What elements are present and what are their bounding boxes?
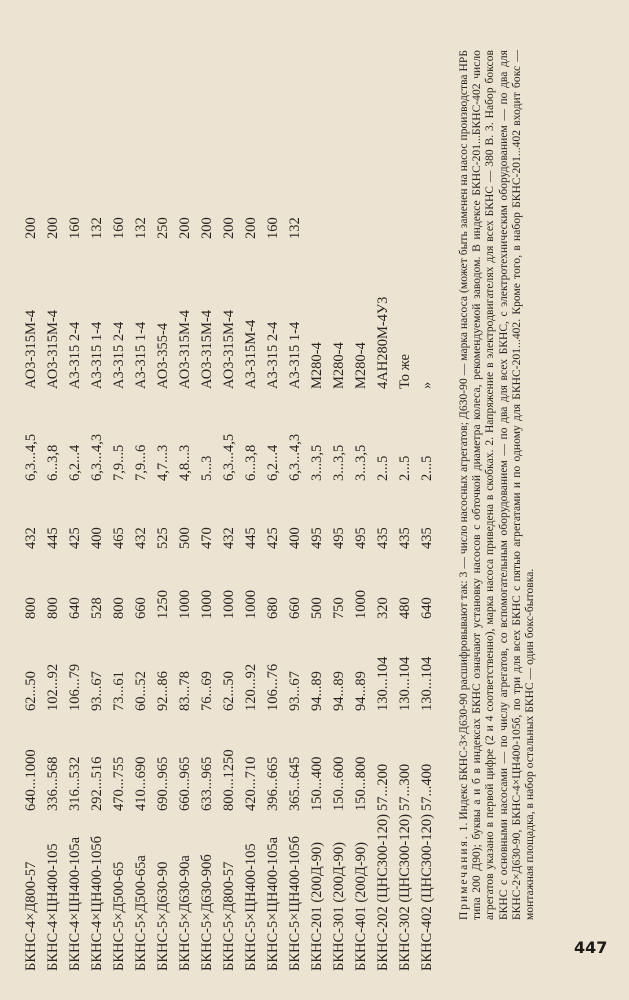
table-cell: 150...400 xyxy=(308,756,325,811)
table-cell: 132 xyxy=(132,217,149,239)
table-cell xyxy=(350,191,372,239)
table-row xyxy=(152,191,174,975)
table-cell: 4АН280М-4У3 xyxy=(374,296,391,389)
table-cell: 3...3,5 xyxy=(352,444,369,481)
table-row xyxy=(174,191,196,975)
table-cell: 73...61 xyxy=(110,671,127,711)
table-cell: 7,9...5 xyxy=(110,444,127,481)
table-cell: 6,3...4,5 xyxy=(220,433,237,481)
table-cell: 410...690 xyxy=(132,756,149,811)
table-notes xyxy=(458,50,537,920)
table-cell: 400 xyxy=(286,527,303,549)
table-cell: 425 xyxy=(264,527,281,549)
table-cell: АО3-315М-4 xyxy=(22,309,39,389)
table-cell: 132 xyxy=(88,217,105,239)
table-cell: 106...79 xyxy=(66,663,83,711)
table-cell: 1000 xyxy=(242,590,259,619)
table-cell: БКНС-4×ЦН400-105б xyxy=(88,835,105,971)
table-cell xyxy=(328,191,350,239)
table-cell: БКНС-5×Д500-65а xyxy=(132,855,149,971)
table-cell: 60...52 xyxy=(132,671,149,711)
table-cell: 640 xyxy=(66,597,83,619)
table-cell: 480 xyxy=(396,597,413,619)
table-cell: 420...710 xyxy=(242,756,259,811)
table-cell: 6,3...4,5 xyxy=(22,433,39,481)
table-cell: 120...92 xyxy=(242,663,259,711)
table-cell: 130...104 xyxy=(374,656,391,711)
table-cell: 4,8...3 xyxy=(176,444,193,481)
table-cell: 200 xyxy=(176,217,193,239)
notes-text: 1. Индекс БКНС-3×Д630-90 расшифровывают так: 3 — число насосных агрегатов; Д630-90 — марка насоса (может быть заменен на насос производства НРБ типа 200 Д90); буквы а и б в индексах БКНС означают установку насосов с обточкой диаметра колеса, рекомендуемой заводом. В индексе БКНС-201...БКНС-402 число агрегатов указано в первой цифре (2 и 4 соответственно), марка насоса приведена в скобках. 2. Напряжение в электродвигателях для всех БКНС — 380 В. 3. Набор боксов БКНС с основными насосами — по числу агрегатов, со вспомогательным оборудованием — по два для всех БКНС, с электротехническим оборудованием — по два для БКНС-2×Д630-90, БКНС-4×ЦН400-105б, по три для всех БКНС с пятью агрегатами и по одному для БКНС-201...402. Кроме того, в набор БКНС-201...402 входит бокс — монтажная площадка, в набор остальных БКНС — один бокс-бытовка. xyxy=(458,50,537,920)
table-cell: А3-315 1-4 xyxy=(132,321,149,389)
table-cell: 4,7...3 xyxy=(154,444,171,481)
table-cell: 160 xyxy=(264,217,281,239)
table-cell: М280-4 xyxy=(352,342,369,389)
table-cell: 680 xyxy=(264,597,281,619)
table-cell: 7,9...6 xyxy=(132,444,149,481)
table-cell: 292...516 xyxy=(88,756,105,811)
table-cell: 800 xyxy=(110,597,127,619)
table-cell: А3-315 2-4 xyxy=(264,321,281,389)
table-row xyxy=(262,191,284,975)
table-cell: А3-315 1-4 xyxy=(286,321,303,389)
table-cell: 6,2...4 xyxy=(264,444,281,481)
table-cell: 316...532 xyxy=(66,756,83,811)
table-cell: БКНС-302 (ЦНС300-120) xyxy=(396,814,413,971)
table-cell: 1000 xyxy=(352,590,369,619)
table-cell: 435 xyxy=(418,527,435,549)
table-cell: 396...665 xyxy=(264,756,281,811)
table-cell: БКНС-4×ЦН400-105а xyxy=(66,836,83,971)
table-cell: То же xyxy=(396,354,413,389)
table-cell: 3...3,5 xyxy=(330,444,347,481)
table-cell: 690...965 xyxy=(154,756,171,811)
table-cell: 2...5 xyxy=(374,455,391,481)
table-cell: 6,3...4,3 xyxy=(286,433,303,481)
table-cell: 93...67 xyxy=(286,671,303,711)
table-cell: 76...69 xyxy=(198,671,215,711)
table-cell: М280-4 xyxy=(330,342,347,389)
table-cell xyxy=(416,191,438,239)
table-row xyxy=(130,191,152,975)
table-cell: 92...86 xyxy=(154,671,171,711)
table-cell: 200 xyxy=(44,217,61,239)
table-cell: 400 xyxy=(88,527,105,549)
table-cell: 640 xyxy=(418,597,435,619)
table-cell: 660 xyxy=(286,597,303,619)
table-cell: 57...400 xyxy=(418,763,435,811)
pump-station-table xyxy=(20,191,438,975)
table-row xyxy=(20,191,42,975)
table-cell: 2...5 xyxy=(396,455,413,481)
table-row xyxy=(64,191,86,975)
table-cell: 200 xyxy=(198,217,215,239)
table-cell: 94...89 xyxy=(308,671,325,711)
table-cell: 6,3...4,3 xyxy=(88,433,105,481)
table-row xyxy=(196,191,218,975)
table-cell: 500 xyxy=(308,597,325,619)
table-cell: 660 xyxy=(132,597,149,619)
table-row xyxy=(328,191,350,975)
table-cell: БКНС-4×Д800-57 xyxy=(22,861,39,971)
notes-lead: Примечания. xyxy=(458,834,470,920)
table-row xyxy=(394,191,416,975)
table-cell: 102...92 xyxy=(44,663,61,711)
table-cell: 2...5 xyxy=(418,455,435,481)
table-cell: 528 xyxy=(88,597,105,619)
table-cell: БКНС-4×ЦН400-105 xyxy=(44,843,61,971)
table-cell: АО3-315М-4 xyxy=(220,309,237,389)
table-cell: БКНС-5×Д630-90а xyxy=(176,855,193,971)
table-cell: БКНС-402 (ЦНС300-120) xyxy=(418,814,435,971)
table-cell: 1000 xyxy=(176,590,193,619)
table-cell: АО3-315М-4 xyxy=(198,309,215,389)
table-row xyxy=(306,191,328,975)
table-cell: 336...568 xyxy=(44,756,61,811)
table-cell: 750 xyxy=(330,597,347,619)
table-cell: 200 xyxy=(22,217,39,239)
table-cell: 5...3 xyxy=(198,455,215,481)
table-cell: 1000 xyxy=(198,590,215,619)
table-row xyxy=(284,191,306,975)
table-row xyxy=(416,191,438,975)
table-row xyxy=(218,191,240,975)
table-cell: 800...1250 xyxy=(220,749,237,811)
table-cell: 432 xyxy=(22,527,39,549)
table-cell: 93...67 xyxy=(88,671,105,711)
table-cell: 62...50 xyxy=(220,671,237,711)
table-cell: 3...3,5 xyxy=(308,444,325,481)
table-cell: 425 xyxy=(66,527,83,549)
table-cell: 6...3,8 xyxy=(242,444,259,481)
table-cell: 6...3,8 xyxy=(44,444,61,481)
table-cell: 83...78 xyxy=(176,671,193,711)
table-cell: БКНС-401 (200Д-90) xyxy=(352,842,369,971)
table-cell: 130...104 xyxy=(396,656,413,711)
table-cell: 432 xyxy=(220,527,237,549)
table-cell: 445 xyxy=(44,527,61,549)
table-cell: 57...200 xyxy=(374,763,391,811)
table-cell: 365...645 xyxy=(286,756,303,811)
table-cell: А3-315 2-4 xyxy=(110,321,127,389)
table-cell: БКНС-202 (ЦНС300-120) xyxy=(374,814,391,971)
table-row xyxy=(240,191,262,975)
table-cell: 6,2...4 xyxy=(66,444,83,481)
table-cell: 132 xyxy=(286,217,303,239)
table-cell: 495 xyxy=(330,527,347,549)
table-cell: 320 xyxy=(374,597,391,619)
table-cell: 470...755 xyxy=(110,756,127,811)
table-cell: 94...89 xyxy=(330,671,347,711)
table-cell: 465 xyxy=(110,527,127,549)
table-cell: » xyxy=(418,381,435,389)
table-cell: БКНС-5×Д630-90 xyxy=(154,861,171,971)
table-row xyxy=(372,191,394,975)
table-cell xyxy=(372,191,394,239)
table-cell: БКНС-5×ЦН400-105 xyxy=(242,843,259,971)
table-cell: 640...1000 xyxy=(22,749,39,811)
table-cell: 130...104 xyxy=(418,656,435,711)
table-cell: БКНС-5×Д800-57 xyxy=(220,861,237,971)
table-cell: 200 xyxy=(220,217,237,239)
table-cell: 432 xyxy=(132,527,149,549)
table-cell: М280-4 xyxy=(308,342,325,389)
table-cell: БКНС-5×ЦН400-105а xyxy=(264,836,281,971)
table-cell: АО3-315М-4 xyxy=(44,309,61,389)
table-row xyxy=(42,191,64,975)
table-cell: 500 xyxy=(176,527,193,549)
table-cell: 250 xyxy=(154,217,171,239)
table-cell: 160 xyxy=(110,217,127,239)
table-cell: 62...50 xyxy=(22,671,39,711)
table-cell: 150...600 xyxy=(330,756,347,811)
table-cell: 150...800 xyxy=(352,756,369,811)
table-cell: 445 xyxy=(242,527,259,549)
table-cell: АО3-355-4 xyxy=(154,322,171,389)
table-cell: 660...965 xyxy=(176,756,193,811)
table-cell: 633...965 xyxy=(198,756,215,811)
table-cell: 470 xyxy=(198,527,215,549)
table-cell: БКНС-301 (200Д-90) xyxy=(330,842,347,971)
table-cell: 495 xyxy=(352,527,369,549)
table-cell: 160 xyxy=(66,217,83,239)
table-row xyxy=(86,191,108,975)
table-cell xyxy=(394,191,416,239)
table-cell: 800 xyxy=(44,597,61,619)
table-cell: 495 xyxy=(308,527,325,549)
table-cell: 1000 xyxy=(220,590,237,619)
table-cell: БКНС-5×Д630-90б xyxy=(198,854,215,971)
table-cell: 525 xyxy=(154,527,171,549)
table-cell: 435 xyxy=(396,527,413,549)
rotated-sheet xyxy=(20,25,610,975)
table-cell: АО3-315М-4 xyxy=(176,309,193,389)
table-cell: А3-315 1-4 xyxy=(88,321,105,389)
table-row xyxy=(108,191,130,975)
table-cell: БКНС-201 (200Д-90) xyxy=(308,842,325,971)
table-cell: 94...89 xyxy=(352,671,369,711)
table-cell: 57...300 xyxy=(396,763,413,811)
page-number: 447 xyxy=(574,938,608,957)
table-cell: 106...76 xyxy=(264,663,281,711)
table-cell: БКНС-5×Д500-65 xyxy=(110,861,127,971)
table-row xyxy=(350,191,372,975)
table-cell: БКНС-5×ЦН400-105б xyxy=(286,835,303,971)
table-cell: А3-315М-4 xyxy=(242,319,259,389)
table-cell: 200 xyxy=(242,217,259,239)
table-cell: 800 xyxy=(22,597,39,619)
table-cell: 435 xyxy=(374,527,391,549)
table-cell: 1250 xyxy=(154,590,171,619)
table-cell xyxy=(306,191,328,239)
table-cell: А3-315 2-4 xyxy=(66,321,83,389)
